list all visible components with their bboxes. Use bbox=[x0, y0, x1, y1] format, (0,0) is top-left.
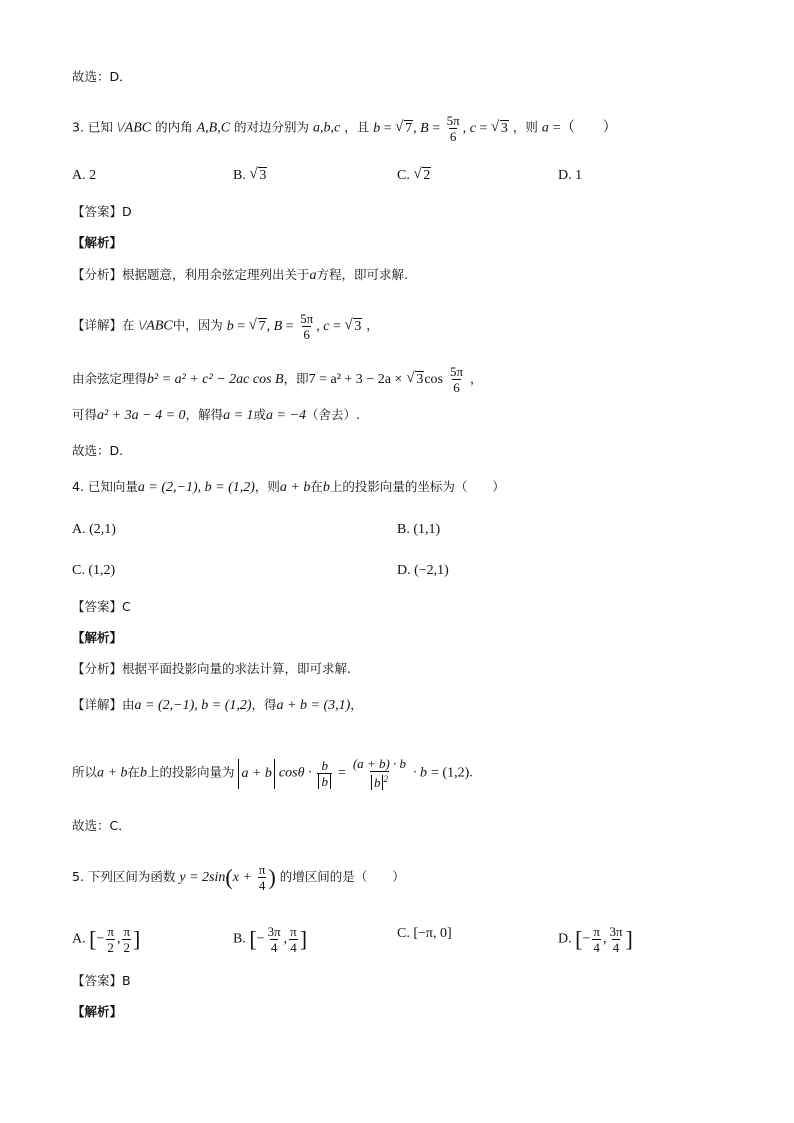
q3-analysis-head: 【解析】 bbox=[72, 235, 123, 250]
q4-xiangjie: 【详解】由a = (2,−1), b = (1,2)，得a + b = (3,1)， bbox=[72, 697, 363, 713]
q5-func: y = 2sin bbox=[179, 870, 226, 885]
q3-option-c: C. √ 2 bbox=[397, 166, 431, 186]
q3-B-frac: $\frac{5\pi}{6}$ bbox=[446, 113, 460, 144]
q5-option-c: C. [−π, 0] bbox=[397, 926, 452, 941]
q5-option-b: B. [− $\frac{3\pi}{4}$ , $\frac{\pi}{4}$ ] bbox=[233, 924, 308, 955]
q3-sides-label: 的对边分别为 bbox=[234, 119, 310, 135]
q3-cosine-law: 由余弦定理得b² = a² + c² − 2ac cos B，即7 = a² + 3 − 2a × √ 3cos $\frac{5\pi}{6}$ ， bbox=[72, 364, 483, 395]
q3-triangle: \/ABC bbox=[116, 120, 152, 136]
q3-answer: 【答案】D bbox=[72, 204, 132, 219]
q3-c-val: 3 bbox=[500, 120, 508, 136]
q4-conclusion: 故选：C． bbox=[72, 818, 131, 833]
q5-analysis-head: 【解析】 bbox=[72, 1004, 123, 1019]
q3-b-cond: b = √ 7, B = $\frac{5\pi}{6}$ , c = √ 3 bbox=[373, 121, 509, 136]
q4-answer: 【答案】C bbox=[72, 599, 131, 614]
q3-stem bbox=[72, 113, 617, 144]
q4-option-b: B. (1,1) bbox=[397, 522, 441, 537]
q3-sides: a,b,c bbox=[313, 120, 341, 136]
q4-fenxi: 【分析】根据平面投影向量的求法计算，即可求解. bbox=[72, 661, 351, 676]
q3-conclusion: 故选：D. bbox=[72, 443, 124, 458]
q3-angles: A,B,C bbox=[196, 120, 231, 136]
q3-mid: 的内角 bbox=[155, 119, 193, 135]
q4-given: a = (2,−1), b = (1,2) bbox=[137, 480, 255, 495]
q3-option-d: D. 1 bbox=[558, 168, 583, 183]
q4-analysis-head: 【解析】 bbox=[72, 630, 123, 645]
q5-option-d: D. [− $\frac{\pi}{4}$ , $\frac{3\pi}{4}$ ] bbox=[558, 924, 633, 955]
q3-ask: ，则 bbox=[512, 119, 538, 135]
q5-answer: 【答案】B bbox=[72, 973, 131, 988]
q3-ask-var: a bbox=[541, 120, 549, 136]
q2-conclusion: 故选：D． bbox=[72, 69, 132, 84]
q4-option-a: A. (2,1) bbox=[72, 522, 116, 537]
q3-option-b: B. √ 3 bbox=[233, 166, 267, 186]
q3-b-val: 7 bbox=[405, 120, 413, 136]
q3-xiangjie: 【详解】在 \/ABC中，因为 b = √ 7, B = $\frac{5\pi}{6}$ , c = √ 3 ， bbox=[72, 311, 379, 342]
q5-stem: 5. 下列区间为函数 y = 2sin(x + $\frac{\pi}{4}$ ) 的增区间的是（ ） bbox=[72, 862, 405, 893]
q3-result: 可得a² + 3a − 4 = 0，解得a = 1或a = −4（舍去）. bbox=[72, 407, 360, 423]
q4-stem: 4. 已知向量a = (2,−1), b = (1,2)，则a + b在b上的投影向量的坐标为（ ） bbox=[72, 479, 505, 495]
q5-option-a: A. [− $\frac{\pi}{2}$ , $\frac{\pi}{2}$ ] bbox=[72, 924, 141, 955]
q4-projection: 所以a + b在b上的投影向量为 a + b cosθ · $\frac{b}{b}$ = $\frac{(a + b) \cdot b}{b ^2}$ · b = (1,2). bbox=[72, 756, 473, 791]
q4-option-d: D. (−2,1) bbox=[397, 563, 449, 578]
q3-fenxi: 【分析】根据题意，利用余弦定理列出关于a方程，即可求解. bbox=[72, 267, 409, 283]
q3-prefix: 3. 已知 bbox=[72, 119, 113, 135]
q3-option-a: A. 2 bbox=[72, 168, 97, 183]
q3-cond-pre: ，且 bbox=[344, 119, 370, 135]
q3-ask-end: =（ ） bbox=[552, 120, 617, 136]
q4-option-c: C. (1,2) bbox=[72, 563, 116, 578]
